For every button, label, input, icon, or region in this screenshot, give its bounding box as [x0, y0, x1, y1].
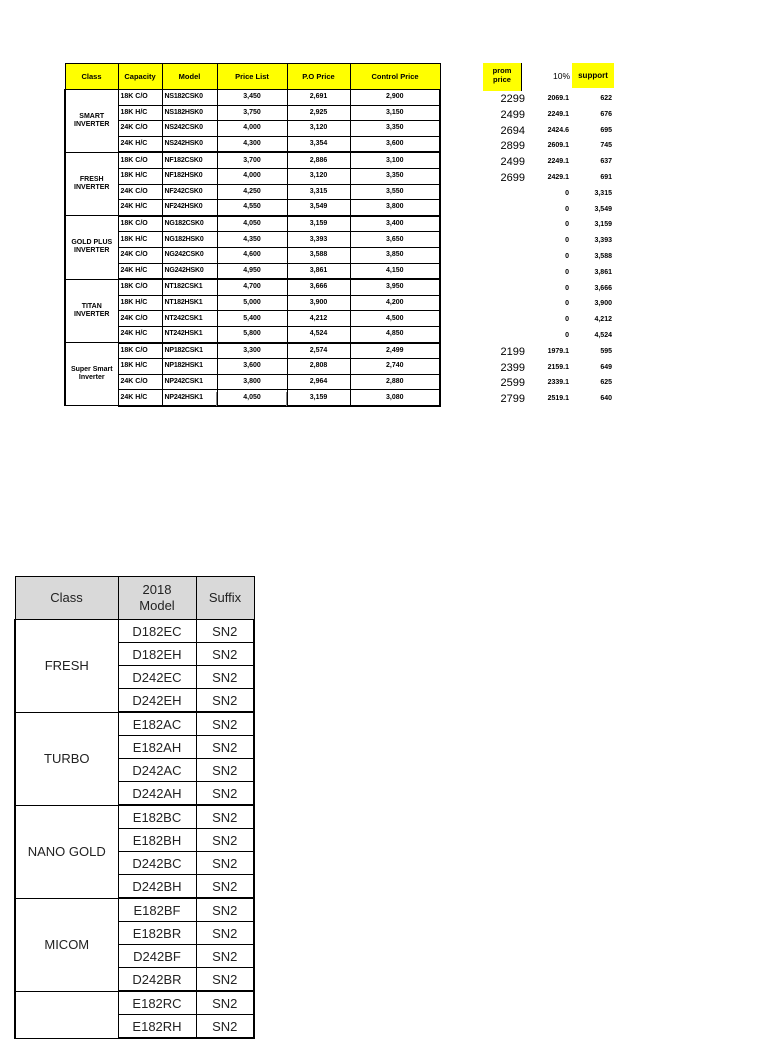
- prom-price-value: 2399: [500, 361, 525, 374]
- price-list-cell: 4,000: [217, 168, 287, 184]
- class-label-line: Super Smart: [70, 366, 113, 374]
- side-row: [470, 361, 620, 375]
- suffix-model-cell: D242BR: [118, 968, 196, 992]
- control-price-cell: 3,350: [350, 121, 440, 137]
- suffix-model-cell: E182AC: [118, 712, 196, 736]
- support-value: 4,212: [594, 316, 612, 324]
- prom-price-value: 2199: [500, 345, 525, 358]
- capacity-cell: 24K C/O: [118, 247, 162, 263]
- suffix-class-cell: MICOM: [15, 898, 118, 991]
- header-price-list: Price List: [217, 64, 287, 90]
- control-price-cell: 2,900: [350, 90, 440, 106]
- price-row: [65, 390, 440, 406]
- suffix-value-cell: SN2: [196, 782, 254, 806]
- suffix-row: [15, 898, 254, 922]
- suffix-model-cell: E182BH: [118, 829, 196, 852]
- side-row: [470, 297, 620, 311]
- support-value: 745: [600, 142, 612, 150]
- side-row: [470, 155, 620, 169]
- suffix-class-cell: [15, 991, 118, 1038]
- model-cell: NG182CSK0: [162, 216, 217, 232]
- side-row: [470, 108, 620, 122]
- model-cell: NG242HSK0: [162, 263, 217, 279]
- capacity-cell: 24K C/O: [118, 311, 162, 327]
- model-cell: NG182HSK0: [162, 232, 217, 248]
- side-row: [470, 124, 620, 138]
- support-value: 3,159: [594, 221, 612, 229]
- support-value: 4,524: [594, 332, 612, 339]
- po-price-cell: 2,925: [287, 105, 350, 121]
- model-cell: NP242CSK1: [162, 374, 217, 390]
- control-price-cell: 3,550: [350, 184, 440, 200]
- control-price-cell: 2,740: [350, 359, 440, 375]
- price-list-cell: 3,600: [217, 359, 287, 375]
- price-list-cell: 3,700: [217, 152, 287, 168]
- suffix-table: [14, 576, 255, 1039]
- percent-value: 1979.1: [547, 347, 569, 355]
- suffix-model-cell: E182BF: [118, 898, 196, 922]
- percent-value: 0: [565, 332, 569, 339]
- suffix-model-cell: D242BC: [118, 852, 196, 875]
- price-row: [65, 200, 440, 216]
- support-value: 649: [600, 363, 612, 371]
- control-price-cell: 3,950: [350, 279, 440, 295]
- class-cell: [65, 152, 118, 215]
- class-label-line: FRESH: [79, 176, 104, 184]
- model-cell: NG242CSK0: [162, 247, 217, 263]
- side-row: [470, 92, 620, 106]
- price-row: [65, 152, 440, 168]
- po-price-cell: 4,524: [287, 326, 350, 342]
- percent-value: 2424.6: [547, 126, 569, 134]
- percent-value: 0: [565, 300, 569, 308]
- control-price-cell: 2,499: [350, 343, 440, 359]
- suffix-model-cell: E182RH: [118, 1015, 196, 1039]
- po-price-cell: 2,691: [287, 90, 350, 106]
- control-price-cell: 4,500: [350, 311, 440, 327]
- suffix-model-cell: D242EC: [118, 666, 196, 689]
- side-row: [470, 171, 620, 185]
- price-table-body: [65, 90, 440, 406]
- support-value: 3,588: [594, 253, 612, 260]
- price-row: [65, 374, 440, 390]
- support-value: 3,549: [594, 205, 612, 213]
- percent-value: 0: [565, 253, 569, 260]
- po-price-cell: 3,120: [287, 168, 350, 184]
- side-row: [470, 329, 620, 343]
- po-price-cell: 3,315: [287, 184, 350, 200]
- suffix-value-cell: SN2: [196, 875, 254, 899]
- class-label-line: SMART: [79, 112, 105, 120]
- support-value: 3,393: [594, 237, 612, 245]
- suffix-model-cell: D242AC: [118, 759, 196, 782]
- model-cell: NS242CSK0: [162, 121, 217, 137]
- support-value: 625: [600, 379, 612, 387]
- class-label-line: INVERTER: [74, 247, 110, 255]
- percent-value: 2609.1: [547, 142, 569, 150]
- capacity-cell: 18K C/O: [118, 279, 162, 295]
- side-row: [470, 392, 620, 406]
- control-price-cell: 4,850: [350, 326, 440, 342]
- suffix-value-cell: SN2: [196, 922, 254, 945]
- price-list-cell: 4,600: [217, 247, 287, 263]
- percent-value: 2339.1: [547, 379, 569, 387]
- capacity-cell: 24K H/C: [118, 136, 162, 152]
- suffix-model-cell: D242AH: [118, 782, 196, 806]
- price-list-cell: 3,450: [217, 90, 287, 106]
- cell-border-stub: [286, 392, 287, 406]
- model-cell: NT242HSK1: [162, 326, 217, 342]
- prom-price-value: 2499: [500, 108, 525, 121]
- po-price-cell: 3,159: [287, 216, 350, 232]
- suffix-model-cell: E182BR: [118, 922, 196, 945]
- capacity-cell: 18K C/O: [118, 90, 162, 106]
- price-row: [65, 247, 440, 263]
- price-list-cell: 4,050: [217, 390, 287, 406]
- support-value: 676: [600, 110, 612, 118]
- price-row: [65, 295, 440, 311]
- header-model: Model: [162, 64, 217, 90]
- suffix-model-cell: D242BF: [118, 945, 196, 968]
- model-cell: NF242CSK0: [162, 184, 217, 200]
- capacity-cell: 18K H/C: [118, 359, 162, 375]
- control-price-cell: 2,880: [350, 374, 440, 390]
- suffix-table-body: [15, 620, 254, 1039]
- control-price-cell: 3,150: [350, 105, 440, 121]
- suffix-header-class: Class: [15, 577, 118, 620]
- capacity-cell: 18K H/C: [118, 168, 162, 184]
- model-cell: NT182HSK1: [162, 295, 217, 311]
- model-cell: NT182CSK1: [162, 279, 217, 295]
- header-class: Class: [65, 64, 118, 90]
- support-value: 695: [600, 126, 612, 134]
- side-row: [470, 250, 620, 264]
- po-price-cell: 2,574: [287, 343, 350, 359]
- suffix-model-cell: D242EH: [118, 689, 196, 713]
- control-price-cell: 3,600: [350, 136, 440, 152]
- suffix-row: [15, 805, 254, 829]
- po-price-cell: 3,393: [287, 232, 350, 248]
- suffix-value-cell: SN2: [196, 736, 254, 759]
- control-price-cell: 3,800: [350, 200, 440, 216]
- po-price-cell: 3,159: [287, 390, 350, 406]
- class-label-line: Inverter: [78, 374, 105, 382]
- support-value: 691: [600, 174, 612, 181]
- percent-value: 0: [565, 268, 569, 276]
- side-row: [470, 266, 620, 280]
- percent-value: 0: [565, 237, 569, 245]
- suffix-class-cell: NANO GOLD: [15, 805, 118, 898]
- side-row: [470, 376, 620, 390]
- class-cell: [65, 279, 118, 342]
- capacity-cell: 24K H/C: [118, 326, 162, 342]
- po-price-cell: 3,549: [287, 200, 350, 216]
- capacity-cell: 18K H/C: [118, 295, 162, 311]
- percent-value: 0: [565, 221, 569, 229]
- price-table-header-row: [65, 64, 440, 90]
- suffix-value-cell: SN2: [196, 666, 254, 689]
- price-list-cell: 4,050: [217, 216, 287, 232]
- price-table: [64, 63, 441, 407]
- percent-value: 0: [565, 316, 569, 324]
- suffix-value-cell: SN2: [196, 829, 254, 852]
- price-row: [65, 326, 440, 342]
- model-cell: NF182HSK0: [162, 168, 217, 184]
- header-po-price: P.O Price: [287, 64, 350, 90]
- control-price-cell: 4,150: [350, 263, 440, 279]
- control-price-cell: 3,650: [350, 232, 440, 248]
- capacity-cell: 24K C/O: [118, 374, 162, 390]
- price-list-cell: 4,300: [217, 136, 287, 152]
- suffix-model-cell: E182RC: [118, 991, 196, 1015]
- model-cell: NS242HSK0: [162, 136, 217, 152]
- suffix-value-cell: SN2: [196, 991, 254, 1015]
- price-row: [65, 263, 440, 279]
- side-row: [470, 282, 620, 296]
- suffix-table-header-row: [15, 577, 254, 620]
- suffix-model-cell: D182EH: [118, 643, 196, 666]
- model-cell: NS182CSK0: [162, 90, 217, 106]
- control-price-cell: 3,350: [350, 168, 440, 184]
- side-row: [470, 234, 620, 248]
- class-label-line: INVERTER: [74, 120, 110, 128]
- suffix-value-cell: SN2: [196, 759, 254, 782]
- price-list-cell: 3,300: [217, 343, 287, 359]
- class-cell: [65, 343, 118, 406]
- capacity-cell: 18K C/O: [118, 152, 162, 168]
- suffix-value-cell: SN2: [196, 643, 254, 666]
- model-cell: NT242CSK1: [162, 311, 217, 327]
- percent-value: 2519.1: [547, 395, 569, 403]
- prom-price-value: 2499: [500, 156, 525, 169]
- capacity-cell: 24K H/C: [118, 200, 162, 216]
- model-cell: NF242HSK0: [162, 200, 217, 216]
- support-value: 637: [600, 158, 612, 166]
- price-row: [65, 184, 440, 200]
- header-capacity: Capacity: [118, 64, 162, 90]
- percent-value: 2249.1: [547, 110, 569, 118]
- prom-price-value: 2599: [500, 377, 525, 390]
- class-cell: [65, 90, 118, 153]
- suffix-row: [15, 620, 254, 643]
- po-price-cell: 3,666: [287, 279, 350, 295]
- percent-value: 2429.1: [547, 174, 569, 181]
- po-price-cell: 3,588: [287, 247, 350, 263]
- suffix-value-cell: SN2: [196, 945, 254, 968]
- price-row: [65, 343, 440, 359]
- suffix-model-cell: E182AH: [118, 736, 196, 759]
- class-label-line: INVERTER: [74, 310, 110, 318]
- side-row: [470, 139, 620, 153]
- price-list-cell: 3,750: [217, 105, 287, 121]
- price-list-cell: 4,350: [217, 232, 287, 248]
- model-cell: NF182CSK0: [162, 152, 217, 168]
- model-cell: NP242HSK1: [162, 390, 217, 406]
- percent-value: 2069.1: [547, 95, 569, 102]
- po-price-cell: 3,861: [287, 263, 350, 279]
- side-row: [470, 203, 620, 217]
- suffix-model-cell: D182EC: [118, 620, 196, 643]
- suffix-class-cell: TURBO: [15, 712, 118, 805]
- suffix-model-cell: E182BC: [118, 805, 196, 829]
- prom-price-header-line: prom: [492, 66, 512, 75]
- price-list-cell: 3,800: [217, 374, 287, 390]
- support-value: 3,315: [594, 189, 612, 197]
- support-value: 622: [600, 95, 612, 102]
- suffix-value-cell: SN2: [196, 712, 254, 736]
- price-list-cell: 5,000: [217, 295, 287, 311]
- capacity-cell: 18K C/O: [118, 343, 162, 359]
- suffix-value-cell: SN2: [196, 852, 254, 875]
- model-cell: NP182HSK1: [162, 359, 217, 375]
- suffix-value-cell: SN2: [196, 620, 254, 643]
- support-value: 640: [600, 395, 612, 403]
- po-price-cell: 4,212: [287, 311, 350, 327]
- price-list-cell: 4,550: [217, 200, 287, 216]
- po-price-cell: 3,900: [287, 295, 350, 311]
- class-label-line: INVERTER: [74, 184, 110, 192]
- capacity-cell: 18K H/C: [118, 105, 162, 121]
- prom-price-header-line: price: [493, 75, 511, 84]
- capacity-cell: 24K H/C: [118, 390, 162, 406]
- cell-border-stub: [216, 392, 217, 406]
- suffix-model-cell: D242BH: [118, 875, 196, 899]
- percent-header: 10%: [552, 71, 570, 81]
- class-cell: [65, 216, 118, 279]
- suffix-row: [15, 712, 254, 736]
- price-row: [65, 168, 440, 184]
- capacity-cell: 24K C/O: [118, 184, 162, 200]
- prom-price-value: 2299: [500, 93, 525, 105]
- suffix-class-cell: FRESH: [15, 620, 118, 713]
- price-row: [65, 232, 440, 248]
- suffix-row: [15, 991, 254, 1015]
- percent-value: 0: [565, 284, 569, 292]
- control-price-cell: 3,100: [350, 152, 440, 168]
- capacity-cell: 24K H/C: [118, 263, 162, 279]
- control-price-cell: 3,080: [350, 390, 440, 406]
- prom-price-value: 2699: [500, 172, 525, 184]
- price-row: [65, 279, 440, 295]
- side-row: [470, 218, 620, 232]
- capacity-cell: 18K H/C: [118, 232, 162, 248]
- suffix-value-cell: SN2: [196, 805, 254, 829]
- capacity-cell: 18K C/O: [118, 216, 162, 232]
- side-row: [470, 313, 620, 327]
- suffix-value-cell: SN2: [196, 689, 254, 713]
- model-cell: NP182CSK1: [162, 343, 217, 359]
- control-price-cell: 4,200: [350, 295, 440, 311]
- price-list-cell: 4,950: [217, 263, 287, 279]
- suffix-value-cell: SN2: [196, 1015, 254, 1039]
- price-row: [65, 90, 440, 106]
- suffix-header-model-line: Model: [139, 598, 175, 613]
- po-price-cell: 2,808: [287, 359, 350, 375]
- class-label-line: GOLD PLUS: [71, 239, 113, 247]
- percent-value: 0: [565, 205, 569, 213]
- price-list-cell: 4,250: [217, 184, 287, 200]
- suffix-header-model: [118, 577, 196, 620]
- capacity-cell: 24K C/O: [118, 121, 162, 137]
- price-list-cell: 5,400: [217, 311, 287, 327]
- price-row: [65, 121, 440, 137]
- price-list-cell: 5,800: [217, 326, 287, 342]
- price-row: [65, 216, 440, 232]
- side-row: [470, 345, 620, 359]
- suffix-header-model-line: 2018: [142, 582, 172, 597]
- control-price-cell: 3,400: [350, 216, 440, 232]
- po-price-cell: 3,354: [287, 136, 350, 152]
- price-row: [65, 136, 440, 152]
- po-price-cell: 3,120: [287, 121, 350, 137]
- control-price-cell: 3,850: [350, 247, 440, 263]
- suffix-value-cell: SN2: [196, 968, 254, 992]
- prom-price-header: [483, 63, 522, 91]
- po-price-cell: 2,964: [287, 374, 350, 390]
- support-value: 3,900: [594, 300, 612, 308]
- suffix-header-suffix: Suffix: [196, 577, 254, 620]
- class-label-line: TITAN: [81, 302, 102, 310]
- price-list-cell: 4,700: [217, 279, 287, 295]
- po-price-cell: 2,886: [287, 152, 350, 168]
- header-control-price: Control Price: [350, 64, 440, 90]
- prom-price-value: 2799: [500, 393, 525, 406]
- price-row: [65, 359, 440, 375]
- price-row: [65, 311, 440, 327]
- percent-value: 0: [565, 189, 569, 197]
- support-value: 3,861: [594, 268, 612, 276]
- support-header: support: [572, 63, 614, 88]
- support-value: 595: [600, 347, 612, 355]
- percent-value: 2159.1: [547, 363, 569, 371]
- side-row: [470, 187, 620, 201]
- support-value: 3,666: [594, 284, 612, 292]
- percent-value: 2249.1: [547, 158, 569, 166]
- price-list-cell: 4,000: [217, 121, 287, 137]
- model-cell: NS182HSK0: [162, 105, 217, 121]
- prom-price-value: 2694: [500, 124, 525, 137]
- prom-price-value: 2899: [500, 140, 525, 153]
- price-row: [65, 105, 440, 121]
- suffix-value-cell: SN2: [196, 898, 254, 922]
